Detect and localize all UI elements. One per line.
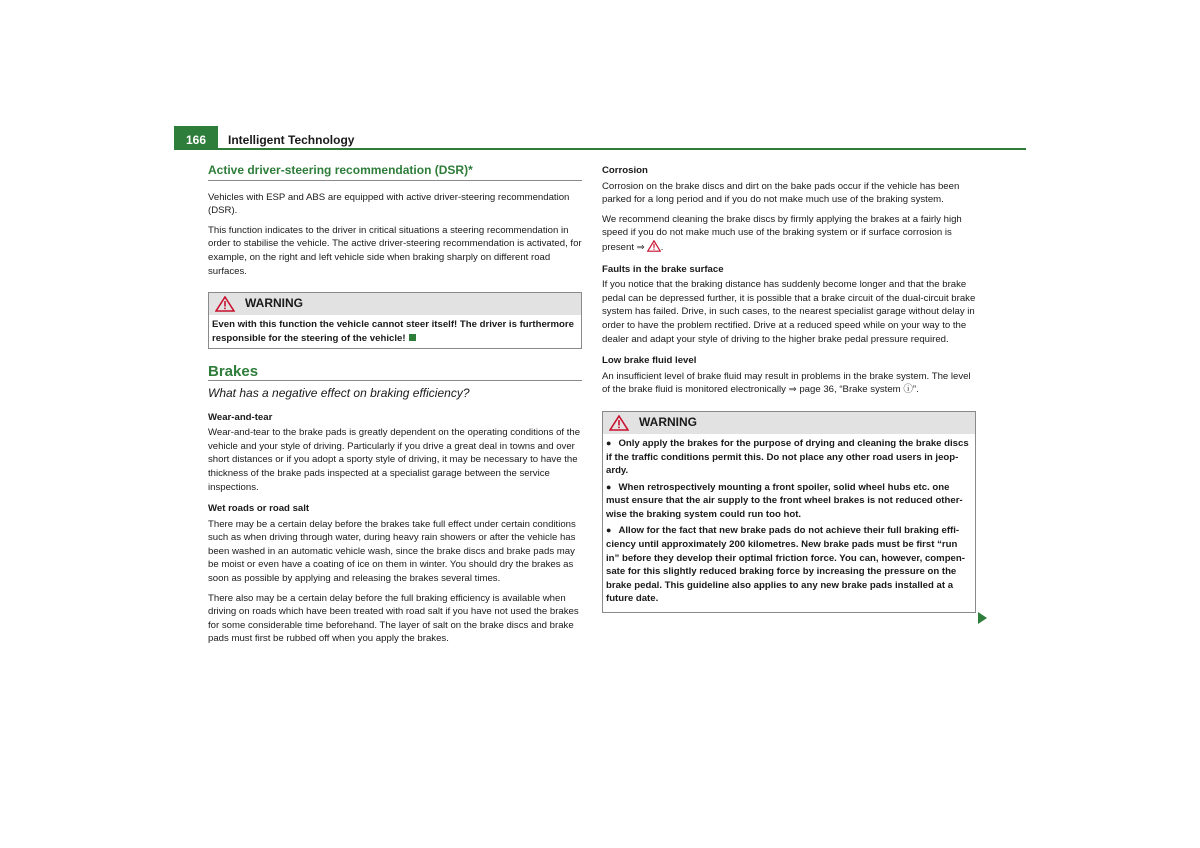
warning-body [603,434,975,612]
continue-arrow-icon [978,612,987,624]
brake-fluid-heading: Low brake fluid level [602,355,697,367]
end-of-section-icon [409,334,416,341]
page-header [174,126,1026,150]
faults-paragraph: If you notice that the braking distance has suddenly become longer and that the brake pedal can be depressed further, it is possible that a brake circuit of the dual-circuit brake system has failed. Drive, in such cases, to the nearest specialist garage without delay in order to have the problem rectified. Drive at a reduced speed while on your way to the dealer and adapt your style of driving to the higher brake pedal pressure required. [602,279,976,345]
corrosion-paragraph-1: Corrosion on the brake discs and dirt on the bake pads occur if the vehicle has been parked for a long period and if you do not make much use of the braking system. [602,180,960,206]
wear-heading: Wear-and-tear [208,411,273,423]
dsr-paragraph-2: This function indicates to the driver in critical situations a steering recommendation in order to stabilise the vehicle. The active driver-steering recommendation is activated, for example, on the right and left vehicle side when braking sharply on different road surfaces. [208,224,582,277]
dsr-warning-box [208,292,582,349]
dsr-paragraph-1: Vehicles with ESP and ABS are equipped with active driver-steering recommendation (DSR). [208,191,570,217]
wet-roads-heading: Wet roads or road salt [208,503,310,515]
corrosion-paragraph-2: We recommend cleaning the brake discs by firmly applying the brakes at a fairly high speed if you do not make much use of the braking system or if surface corrosion is present ⇒ . [602,213,962,253]
warning-header [603,412,975,434]
page-title: Intelligent Technology [228,133,355,147]
warning-label: WARNING [639,415,697,430]
faults-heading: Faults in the brake surface [602,263,724,275]
warning-label: WARNING [245,296,303,311]
warning-item: ● Allow for the fact that new brake pads do not achieve their full braking effi-ciency until approximately 200 kilometres. New brake pads must be first “run in” before they develop their optimal friction force. You can, however, compen-sate for this slightly reduced braking force by increasing the pressure on the brake pedal. This guideline also applies to any new brake pads installed at a future date. [606,524,972,606]
warning-body [209,315,581,348]
brakes-subtitle: What has a negative effect on braking efficiency? [208,385,470,400]
right-column [602,164,976,623]
warning-triangle-icon [609,415,629,431]
wet-roads-paragraph-2: There also may be a certain delay before the full braking efficiency is available when driving on roads which have been treated with road salt if you have not used the brakes for some considerable time beforehand. The layer of salt on the brake discs and brake pads must first be rubbed off when you apply the brakes. [208,592,579,645]
brake-fluid-paragraph: An insufficient level of brake fluid may result in problems in the brake system. The level of the brake fluid is monitored electronically ⇒ page 36, “Brake system ⓘ”. [602,370,971,396]
warning-item: ● When retrospectively mounting a front spoiler, solid wheel hubs etc. one must ensure that the air supply to the front wheel brakes is not reduced other-wise the braking system could run too hot. [606,481,972,522]
left-column [208,164,582,652]
warning-triangle-icon [215,296,235,312]
wet-roads-paragraph-1: There may be a certain delay before the brakes take full effect under certain conditions such as when driving through water, during heavy rain showers or after the vehicle has been washed in an automatic vehicle wash, since the brake discs and brake pads may be moist or even have a coating of ice on them in winter. You should dry the brakes as soon as possible by applying and releasing the brakes several times. [208,518,576,585]
corrosion-paragraph-2-text: We recommend cleaning the brake discs by firmly applying the brakes at a fairly high speed if you do not make much use of the braking system or if surface corrosion is present ⇒ [602,213,962,253]
brakes-warning-box [602,411,976,613]
warning-item: ● Only apply the brakes for the purpose of drying and cleaning the brake discs if the traffic conditions permit this. Do not place any other road users in jeop-ardy. [606,437,972,478]
warning-reference-icon[interactable] [647,240,661,252]
wear-paragraph: Wear-and-tear to the brake pads is greatly dependent on the operating conditions of the vehicle and your style of driving. Particularly if you drive a great deal in towns and over short distances or if you adopt a sporty style of driving, it may be necessary to have the thickness of the brake pads inspected at a specialist garage between the service inspections. [208,427,581,493]
warning-header [209,293,581,315]
warning-text: Even with this function the vehicle cannot steer itself! The driver is furthermore responsible for the steering of the vehicle! [212,319,574,344]
brakes-heading: Brakes [208,365,582,381]
dsr-heading: Active driver-steering recommendation (DSR)* [208,164,582,181]
corrosion-heading: Corrosion [602,165,648,176]
page-number: 166 [174,126,218,148]
